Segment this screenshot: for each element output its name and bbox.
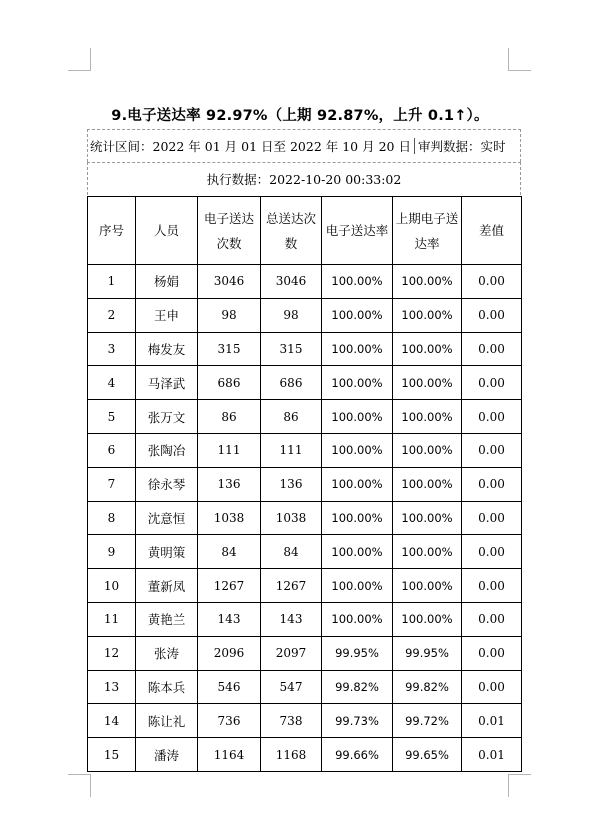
cell-total-count: 2097 <box>261 636 322 670</box>
cell-previous-rate: 99.95% <box>393 636 462 670</box>
cell-electronic-rate: 100.00% <box>322 366 393 400</box>
cell-electronic-count: 315 <box>198 332 261 366</box>
table-row <box>88 501 522 535</box>
cell-electronic-rate: 100.00% <box>322 535 393 569</box>
cell-electronic-rate: 99.95% <box>322 636 393 670</box>
cell-person: 张涛 <box>136 636 198 670</box>
table-row <box>88 265 522 299</box>
cell-total-count: 547 <box>261 670 322 704</box>
cell-electronic-count: 98 <box>198 298 261 332</box>
cell-person: 黄明策 <box>136 535 198 569</box>
cell-index: 10 <box>88 569 136 603</box>
cell-electronic-rate: 100.00% <box>322 400 393 434</box>
statistics-range-text <box>88 130 520 162</box>
table-row <box>88 332 522 366</box>
cell-person: 潘涛 <box>136 738 198 772</box>
cell-person: 张陶冶 <box>136 433 198 467</box>
cell-electronic-count: 3046 <box>198 265 261 299</box>
cell-difference: 0.00 <box>462 467 522 501</box>
cell-difference: 0.00 <box>462 433 522 467</box>
table-row <box>88 569 522 603</box>
cell-previous-rate: 100.00% <box>393 400 462 434</box>
cell-index: 11 <box>88 602 136 636</box>
execution-data-text: 执行数据：2022-10-20 00:33:02 <box>206 172 402 187</box>
cell-electronic-count: 1038 <box>198 501 261 535</box>
cell-index: 13 <box>88 670 136 704</box>
cell-total-count: 686 <box>261 366 322 400</box>
cell-previous-rate: 100.00% <box>393 298 462 332</box>
cell-previous-rate: 100.00% <box>393 535 462 569</box>
separator <box>414 138 415 154</box>
table-row <box>88 298 522 332</box>
cell-index: 2 <box>88 298 136 332</box>
cell-person: 王申 <box>136 298 198 332</box>
cell-index: 9 <box>88 535 136 569</box>
cell-electronic-rate: 99.66% <box>322 738 393 772</box>
cell-total-count: 98 <box>261 298 322 332</box>
cell-electronic-count: 1267 <box>198 569 261 603</box>
cell-difference: 0.00 <box>462 636 522 670</box>
cell-person: 陈让礼 <box>136 704 198 738</box>
cell-previous-rate: 100.00% <box>393 433 462 467</box>
cell-difference: 0.00 <box>462 535 522 569</box>
cell-index: 4 <box>88 366 136 400</box>
cell-electronic-count: 143 <box>198 602 261 636</box>
cell-total-count: 1267 <box>261 569 322 603</box>
cell-total-count: 143 <box>261 602 322 636</box>
cell-previous-rate: 100.00% <box>393 467 462 501</box>
execution-data-row <box>87 162 521 195</box>
cell-previous-rate: 99.82% <box>393 670 462 704</box>
cell-total-count: 86 <box>261 400 322 434</box>
table-row <box>88 602 522 636</box>
cell-person: 董新凤 <box>136 569 198 603</box>
cell-person: 黄艳兰 <box>136 602 198 636</box>
cell-index: 6 <box>88 433 136 467</box>
table-row <box>88 535 522 569</box>
cell-total-count: 315 <box>261 332 322 366</box>
page-corner-mark-top-right <box>508 48 531 71</box>
cell-person: 张万文 <box>136 400 198 434</box>
table-row <box>88 467 522 501</box>
cell-electronic-rate: 100.00% <box>322 467 393 501</box>
table-row <box>88 636 522 670</box>
cell-previous-rate: 100.00% <box>393 265 462 299</box>
cell-previous-rate: 99.65% <box>393 738 462 772</box>
cell-difference: 0.00 <box>462 602 522 636</box>
cell-total-count: 111 <box>261 433 322 467</box>
cell-electronic-count: 136 <box>198 467 261 501</box>
cell-index: 5 <box>88 400 136 434</box>
header-total-count: 总送达次数 <box>261 197 322 265</box>
header-previous-rate: 上期电子送达率 <box>393 197 462 265</box>
cell-person: 梅发友 <box>136 332 198 366</box>
cell-person: 马泽武 <box>136 366 198 400</box>
cell-index: 15 <box>88 738 136 772</box>
delivery-rate-table <box>87 196 522 772</box>
cell-previous-rate: 100.00% <box>393 332 462 366</box>
cell-index: 12 <box>88 636 136 670</box>
table-header-row <box>88 197 522 265</box>
cell-person: 沈意恒 <box>136 501 198 535</box>
cell-index: 14 <box>88 704 136 738</box>
cell-difference: 0.01 <box>462 704 522 738</box>
cell-electronic-rate: 100.00% <box>322 501 393 535</box>
cell-electronic-rate: 100.00% <box>322 298 393 332</box>
header-electronic-count: 电子送达次数 <box>198 197 261 265</box>
cell-difference: 0.00 <box>462 265 522 299</box>
cell-difference: 0.01 <box>462 738 522 772</box>
cell-difference: 0.00 <box>462 670 522 704</box>
cell-electronic-rate: 100.00% <box>322 569 393 603</box>
cell-difference: 0.00 <box>462 298 522 332</box>
table-row <box>88 704 522 738</box>
cell-electronic-rate: 99.82% <box>322 670 393 704</box>
cell-total-count: 738 <box>261 704 322 738</box>
cell-previous-rate: 100.00% <box>393 366 462 400</box>
cell-person: 杨娟 <box>136 265 198 299</box>
table-body <box>88 265 522 772</box>
page-corner-mark-bottom-right <box>508 774 531 797</box>
statistics-range-row <box>87 129 521 162</box>
cell-difference: 0.00 <box>462 400 522 434</box>
cell-previous-rate: 100.00% <box>393 602 462 636</box>
cell-electronic-rate: 99.73% <box>322 704 393 738</box>
header-person: 人员 <box>136 197 198 265</box>
cell-electronic-count: 2096 <box>198 636 261 670</box>
table-row <box>88 738 522 772</box>
table-row <box>88 400 522 434</box>
cell-electronic-rate: 100.00% <box>322 433 393 467</box>
section-title: 9.电子送达率 92.97%（上期 92.87%，上升 0.1↑）。 <box>111 108 489 124</box>
table-row <box>88 670 522 704</box>
cell-electronic-count: 86 <box>198 400 261 434</box>
cell-electronic-count: 1164 <box>198 738 261 772</box>
cell-electronic-count: 686 <box>198 366 261 400</box>
judge-data-label: 审判数据：实时 <box>417 139 506 154</box>
cell-person: 陈本兵 <box>136 670 198 704</box>
cell-electronic-rate: 100.00% <box>322 332 393 366</box>
cell-difference: 0.00 <box>462 332 522 366</box>
cell-previous-rate: 99.72% <box>393 704 462 738</box>
cell-electronic-rate: 100.00% <box>322 602 393 636</box>
cell-electronic-rate: 100.00% <box>322 265 393 299</box>
cell-difference: 0.00 <box>462 569 522 603</box>
table-row <box>88 366 522 400</box>
header-difference: 差值 <box>462 197 522 265</box>
cell-index: 8 <box>88 501 136 535</box>
cell-total-count: 84 <box>261 535 322 569</box>
cell-index: 3 <box>88 332 136 366</box>
cell-electronic-count: 84 <box>198 535 261 569</box>
header-index: 序号 <box>88 197 136 265</box>
cell-electronic-count: 111 <box>198 433 261 467</box>
cell-total-count: 1168 <box>261 738 322 772</box>
table-row <box>88 433 522 467</box>
header-electronic-rate: 电子送达率 <box>322 197 393 265</box>
cell-index: 1 <box>88 265 136 299</box>
cell-total-count: 136 <box>261 467 322 501</box>
page-corner-mark-bottom-left <box>68 774 91 797</box>
cell-index: 7 <box>88 467 136 501</box>
range-label: 统计区间：2022 年 01 月 01 日至 2022 年 10 月 20 日 <box>90 139 411 154</box>
page-corner-mark-top-left <box>68 48 91 71</box>
cell-difference: 0.00 <box>462 366 522 400</box>
cell-electronic-count: 546 <box>198 670 261 704</box>
cell-difference: 0.00 <box>462 501 522 535</box>
cell-previous-rate: 100.00% <box>393 501 462 535</box>
cell-previous-rate: 100.00% <box>393 569 462 603</box>
cell-electronic-count: 736 <box>198 704 261 738</box>
cell-total-count: 3046 <box>261 265 322 299</box>
cell-person: 徐永琴 <box>136 467 198 501</box>
cell-total-count: 1038 <box>261 501 322 535</box>
